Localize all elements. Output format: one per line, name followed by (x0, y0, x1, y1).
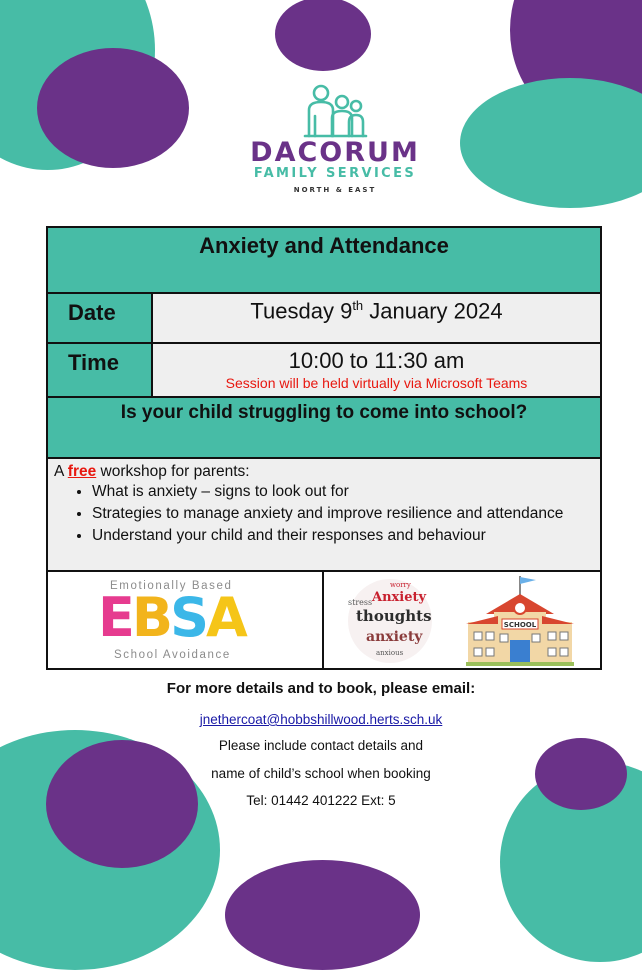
ebsa-letters (98, 588, 245, 648)
ebsa-logo (48, 572, 324, 668)
workshop-details (48, 459, 600, 572)
logo-region: NORTH & EAST (293, 186, 377, 194)
decor-blob (37, 48, 189, 168)
ebsa-bottom-text: School Avoidance (114, 649, 231, 661)
booking-instruction-1: Please include contact details and (218, 738, 424, 753)
ebsa-letter-b: B (131, 586, 171, 649)
list-item: • What is anxiety – signs to look out for (92, 482, 600, 502)
cloud-word: thoughts (356, 607, 432, 625)
session-note: Session will be held virtually via Microsoft Teams (225, 375, 528, 391)
workshop-list (54, 482, 600, 546)
cloud-word: Anxiety (372, 590, 427, 605)
date-value (153, 294, 600, 342)
anxiety-word-cloud (332, 575, 452, 665)
date-label: Date (48, 294, 153, 342)
logo-subtitle: FAMILY SERVICES (253, 166, 417, 181)
cloud-word: anxiety (366, 629, 423, 645)
date-month-year: January 2024 (363, 298, 503, 324)
telephone: Tel: 01442 401222 Ext: 5 (246, 793, 396, 808)
ebsa-letter-e: E (98, 586, 132, 649)
date-day: Tuesday 9 (250, 298, 353, 324)
cloud-word: anxious (376, 649, 404, 657)
decor-blob (460, 78, 642, 208)
intro-suffix: workshop for parents: (96, 463, 250, 480)
list-item: • Understand your child and their responses and behaviour (92, 526, 600, 546)
time-row (48, 344, 600, 398)
school-sign-text: SCHOOL (503, 621, 537, 629)
title-row (48, 228, 600, 294)
question-text: Is your child struggling to come into school? (120, 402, 528, 423)
decor-blob (225, 860, 420, 970)
ebsa-top-text: Emotionally Based (110, 580, 233, 592)
school-building-icon (466, 574, 586, 666)
time-value-cell (153, 344, 600, 396)
dacorum-logo (230, 84, 440, 204)
cloud-word: worry (390, 581, 411, 589)
decor-blob (275, 0, 371, 71)
workshop-intro (54, 463, 600, 481)
event-title: Anxiety and Attendance (199, 233, 449, 258)
image-row (48, 572, 600, 668)
booking-instruction-2: name of child’s school when booking (211, 766, 431, 781)
logo-name: DACORUM (250, 137, 420, 168)
event-table (46, 226, 602, 670)
family-icon (300, 84, 370, 138)
intro-prefix: A (54, 463, 68, 480)
free-highlight: free (67, 463, 97, 480)
question-row (48, 398, 600, 459)
booking-heading: For more details and to book, please email: (166, 680, 476, 697)
date-ordinal: th (352, 298, 364, 313)
time-label: Time (48, 344, 153, 396)
time-value: 10:00 to 11:30 am (288, 348, 465, 373)
date-row (48, 294, 600, 344)
list-item: • Strategies to manage anxiety and improve resilience and attendance (92, 504, 600, 524)
ebsa-letter-a: A (205, 586, 245, 649)
booking-email-link[interactable]: jnethercoat@hobbshillwood.herts.sch.uk (199, 712, 443, 727)
ebsa-letter-s: S (170, 586, 206, 649)
cloud-word: stress (348, 598, 373, 607)
images-cell (324, 572, 600, 668)
